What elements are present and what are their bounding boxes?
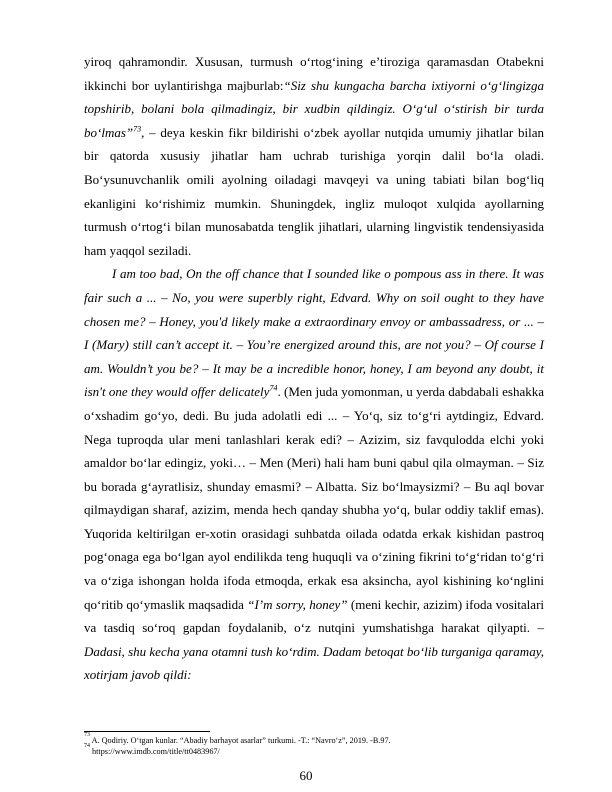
paragraph-1 xyxy=(84,50,544,262)
paragraph-1-intro: yiroq qahramondir. Xususan, turmush o‘rtog‘ining e’tiroziga qaramasdan Otabekni ikkinchi bor uylantirishga majburlab: xyxy=(84,54,544,93)
english-dialogue-quote: I am too bad, On the off chance that I sounded like o pompous ass in there. It was fair such a ... – No, you were superbly right, Edvard. Why on soil ought to they have chosen me? – Honey, you'd likely make a extraordinary envoy or ambassadress, or ... – I (Mary) still can’t accept it. – You’re energized around this, are not you? – Of course I am. Wouldn’t you be? – It may be a incredible honor, honey, I am beyond any doubt, it isn't one they would offer delicately xyxy=(84,266,544,400)
paragraph-2-analysis: (meni kechir, azizim) ifoda vositalari va tasdiq so‘roq gapdan foydalanib, o‘z nutqini yumshatishga harakat qilyapti. – xyxy=(84,596,545,636)
footnote-74[interactable]: $^{74}$ https://www.imdb.com/title/tt0483967/ xyxy=(84,743,220,756)
paragraph-1-body: , – deya keskin fikr bildirishi o‘zbek ayollar nutqida umumiy jihatlar bilan bir qatorda xususiy jihatlar ham uchrab turishiga yorqin dalil bo‘la oladi. Bo‘ysunuvchanlik omili ayolning oiladagi mavqeyi va uning tabiati bilan bog‘liq ekanligini ko‘rishimiz mumkin. Shuningdek, ingliz muloqot xulqida ayollarning turmush o‘rtog‘i bilan munosabatda tenglik jihatlari, ularning lingvistik tendensiyasida ham yaqqol seziladi. xyxy=(84,124,544,258)
document-body xyxy=(84,50,544,687)
page-number: 60 xyxy=(299,768,313,783)
im-sorry-honey-quote: “I’m sorry, honey” xyxy=(247,596,348,612)
footnote-link[interactable]: https://www.imdb.com/title/tt0483967/ xyxy=(92,747,220,756)
footnotes xyxy=(84,732,544,757)
kuntugmish-quote: “Siz shu kungacha barcha ixtiyorni o‘g‘lingizga topshirib, bolani bola qilmadingiz, bir xudbin qildingiz. O‘g‘ul o‘stirish bir turda bo‘lmas” xyxy=(84,77,544,140)
paragraph-2 xyxy=(84,262,544,687)
footnote-ref-73[interactable]: 73 xyxy=(133,124,142,134)
footnote-divider xyxy=(84,731,210,732)
footnote-ref-74[interactable]: 74 xyxy=(269,383,278,393)
footnote-73: $^{73}$ A. Qodiriy. O‘tgan kunlar. “Abadiy barhayot asarlar” turkumi. -T.: “Navro‘z”, 2019. -B.97. xyxy=(84,732,391,745)
paragraph-2-translation: . (Men juda yomonman, u yerda dabdabali eshakka o‘xshadim go‘yo, dedi. Bu juda adolatli edi ... – Yo‘q, siz to‘g‘ri aytdingiz, Edvard. Nega tuproqda ular meni tanlashlari kerak edi? – Azizim, siz favqulodda elchi yoki amaldor bo‘lar edingiz, yoki… – Men (Meri) hali ham buni qabul qila olmayman. – Siz bu borada g‘ayratlisiz, shunday emasmi? – Albatta. Siz bo‘lmaysizmi? – Bu aql bovar qilmaydigan sharaf, azizim, menda hech qanday shubha yo‘q, bular oddiy taklif emas). Yuqorida keltirilgan er-xotin orasidagi suhbatda oilada odatda erkak kishidan pastroq pog‘onaga ega bo‘lgan ayol endilikda teng huquqli va o‘zining fikrini to‘g‘ridan to‘g‘ri va o‘ziga ishongan holda ifoda etmoqda, erkak esa aksincha, ayol kishining ko‘nglini qo‘ritib qo‘ymaslik maqsadida xyxy=(84,384,544,612)
dadasi-quote: Dadasi, shu kecha yana otamni tush ko‘rdim. Dadam betoqat bo‘lib turganiga qaramay, xotirjam javob qildi: xyxy=(84,643,544,683)
